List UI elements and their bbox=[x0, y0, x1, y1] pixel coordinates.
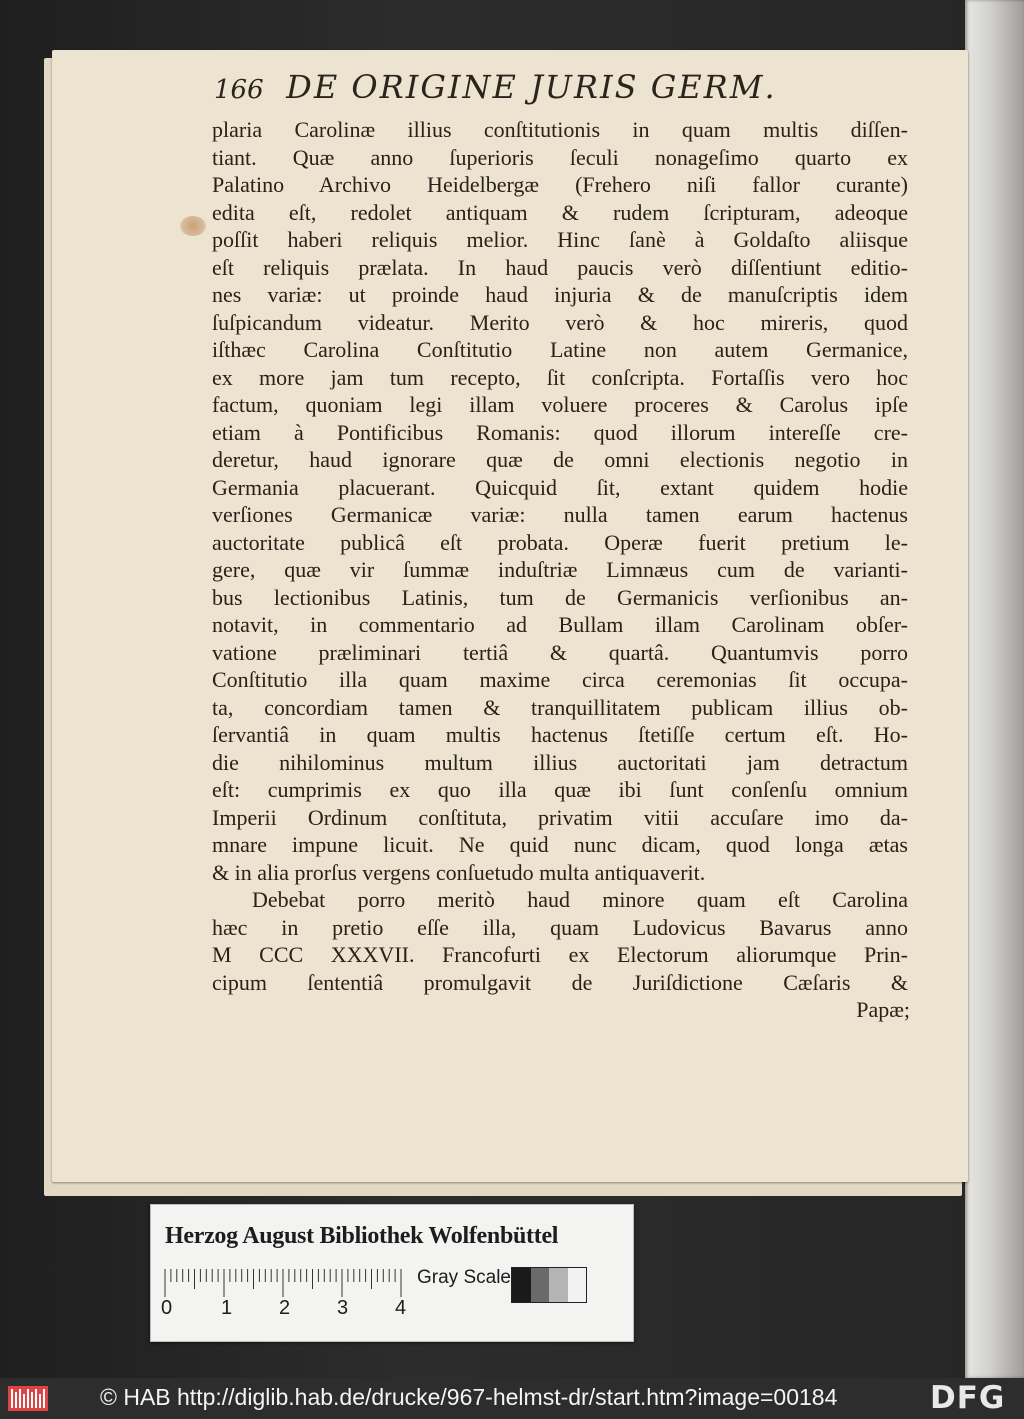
ruler-label-2: 2 bbox=[279, 1297, 291, 1319]
ruler-label-0: 0 bbox=[161, 1297, 173, 1319]
text-line: Imperii Ordinum conſtituta, privatim vitii accuſare imo da- bbox=[212, 804, 908, 830]
gray-scale-label: Gray Scale bbox=[417, 1267, 511, 1288]
text-line: notavit, in commentario ad Bullam illam Carolinam obſer- bbox=[212, 612, 908, 637]
text-line: eſt reliquis prælata. In haud paucis verò diſſentiunt editio- bbox=[212, 254, 908, 280]
hab-logo-icon bbox=[8, 1384, 48, 1413]
footer-bar bbox=[0, 1378, 1024, 1419]
library-name: Herzog August Bibliothek Wolfenbüttel bbox=[165, 1223, 559, 1249]
text-line: ſervantiâ in quam multis hactenus ſtetiſſe certum eſt. Ho- bbox=[212, 722, 908, 747]
text-line: Germania placuerant. Quicquid ſit, extant quidem hodie bbox=[212, 474, 908, 500]
text-line: etiam à Pontificibus Romanis: quod illorum intereſſe cre- bbox=[212, 419, 908, 445]
text-line: poſſit haberi reliquis melior. Hinc ſanè à Goldaſto aliisque bbox=[212, 227, 908, 252]
text-line: plaria Carolinæ illius conſtitutionis in quam multis diſſen- bbox=[212, 117, 908, 142]
text-line: nes variæ: ut proinde haud injuria & de manuſcriptis idem bbox=[212, 282, 908, 307]
text-line: eſt: cumprimis ex quo illa quæ ibi ſunt conſenſu omnium bbox=[212, 777, 908, 802]
gray-swatch-white bbox=[568, 1268, 587, 1302]
gray-swatch-dark bbox=[531, 1268, 550, 1302]
text-line: Palatino Archivo Heidelbergæ (Frehero niſi fallor curante) bbox=[212, 172, 908, 197]
text-line: & in alia prorſus vergens conſuetudo multa antiquaverit. bbox=[212, 859, 706, 885]
ruler-label-4: 4 bbox=[395, 1297, 407, 1319]
page-body-text bbox=[212, 116, 908, 1024]
catchword-line bbox=[212, 996, 908, 1024]
gray-swatch-light bbox=[549, 1268, 568, 1302]
catchword: Papæ; bbox=[856, 997, 910, 1022]
text-line: cipum ſententiâ promulgavit de Juriſdictione Cæſaris & bbox=[212, 969, 908, 995]
gray-scale-swatches bbox=[511, 1267, 587, 1303]
text-line: iſthæc Carolina Conſtitutio Latine non autem Germanice, bbox=[212, 337, 908, 362]
copyright-link[interactable]: © HAB http://diglib.hab.de/drucke/967-helmst-dr/start.htm?image=00184 bbox=[100, 1384, 838, 1410]
text-line: hæc in pretio eſſe illa, quam Ludovicus Bavarus anno bbox=[212, 914, 908, 940]
text-line: tiant. Quæ anno ſuperioris ſeculi nonageſimo quarto ex bbox=[212, 144, 908, 170]
running-title: DE ORIGINE JURIS GERM. bbox=[286, 68, 777, 106]
text-line: factum, quoniam legi illam voluere proceres & Carolus ipſe bbox=[212, 392, 908, 417]
text-line: ta, concordiam tamen & tranquillitatem publicam illius ob- bbox=[212, 694, 908, 720]
text-line: Debebat porro meritò haud minore quam eſt Carolina bbox=[252, 887, 908, 912]
page-number: 166 bbox=[214, 75, 264, 105]
paper-stain bbox=[180, 216, 206, 236]
text-line: die nihilominus multum illius auctoritati jam detractum bbox=[212, 749, 908, 775]
text-line: deretur, haud ignorare quæ de omni electionis negotio in bbox=[212, 447, 908, 472]
dfg-logo: DFG bbox=[930, 1380, 1006, 1416]
ruler-ticks bbox=[163, 1267, 413, 1297]
page-header bbox=[214, 68, 854, 120]
gray-swatch-black bbox=[512, 1268, 531, 1302]
text-line: ſuſpicandum videatur. Merito verò & hoc mireris, quod bbox=[212, 309, 908, 335]
color-reference-bar bbox=[150, 1204, 634, 1342]
text-line: mnare impune licuit. Ne quid nunc dicam, quod longa ætas bbox=[212, 832, 908, 857]
text-line: gere, quæ vir ſummæ induſtriæ Limnæus cum de varianti- bbox=[212, 557, 908, 582]
text-line: auctoritate publicâ eſt probata. Operæ fuerit pretium le- bbox=[212, 529, 908, 555]
book-cover-edge bbox=[965, 0, 1024, 1378]
text-line: verſiones Germanicæ variæ: nulla tamen earum hactenus bbox=[212, 502, 908, 527]
text-line: Conſtitutio illa quam maxime circa ceremonias ſit occupa- bbox=[212, 667, 908, 692]
text-line: edita eſt, redolet antiquam & rudem ſcripturam, adeoque bbox=[212, 199, 908, 225]
text-line: ex more jam tum recepto, ſit conſcripta. Fortaſſis vero hoc bbox=[212, 364, 908, 390]
text-line: vatione præliminari tertiâ & quartâ. Quantumvis porro bbox=[212, 639, 908, 665]
text-line: M CCC XXXVII. Francofurti ex Electorum aliorumque Prin- bbox=[212, 942, 908, 967]
text-line: bus lectionibus Latinis, tum de Germanicis verſionibus an- bbox=[212, 584, 908, 610]
ruler-label-1: 1 bbox=[221, 1297, 233, 1319]
ruler-label-3: 3 bbox=[337, 1297, 349, 1319]
